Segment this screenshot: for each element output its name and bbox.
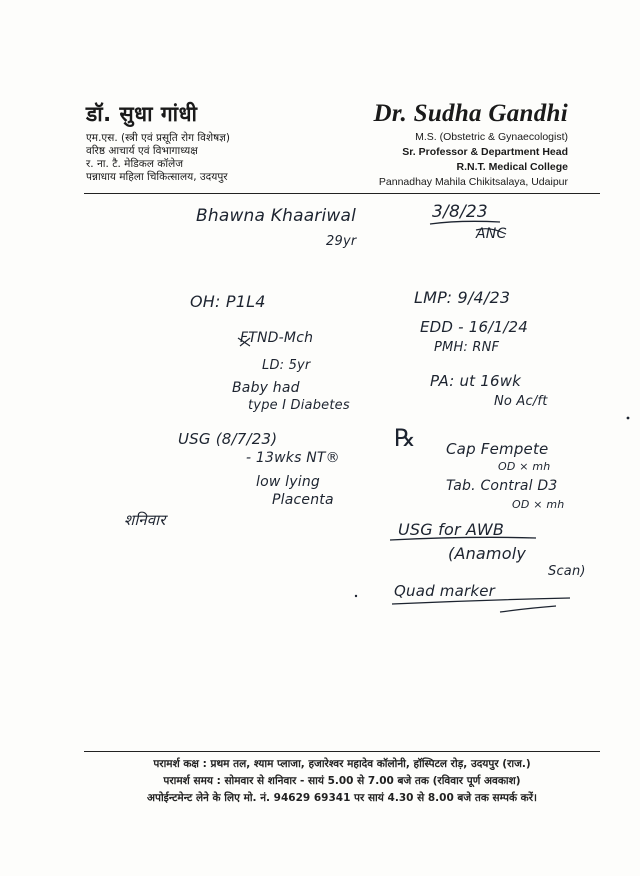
rx-item-5: Quad marker: [394, 582, 496, 600]
footer-divider: [84, 751, 600, 752]
rx-item-1-dose: OD × mh: [498, 460, 551, 473]
usg-line-1: USG (8/7/23): [178, 430, 278, 448]
appointment-info: अपोईन्टमेन्ट लेने के लिए मो. नं. 94629 69341 पर सायं 4.30 से 8.00 बजे तक सम्पर्क करें।: [146, 792, 538, 804]
edge-dot: [627, 417, 630, 420]
rx-item-2: Tab. Contral D3: [446, 478, 558, 494]
hospital-english: Pannadhay Mahila Chikitsalaya, Udaipur: [378, 176, 568, 188]
visit-date: 3/8/23: [432, 202, 488, 222]
designation-english: Sr. Professor & Department Head: [402, 146, 568, 158]
past-medical-history: PMH: RNF: [434, 340, 500, 355]
per-abdomen: PA: ut 16wk: [430, 372, 522, 390]
degree-hindi: एम.एस. (स्त्री एवं प्रसूति रोग विशेषज्ञ): [86, 132, 230, 144]
hospital-hindi: पन्नाधाय महिला चिकित्सालय, उदयपुर: [86, 171, 228, 183]
usg-underline: [390, 537, 536, 540]
quad-underline: [392, 598, 570, 604]
history-line-1: FTND-Mch: [240, 330, 314, 346]
patient-name: Bhawna Khaariwal: [196, 206, 357, 226]
rx-item-3: USG for AWB: [398, 520, 505, 539]
history-line-2: LD: 5yr: [262, 358, 311, 373]
obstetric-history: OH: P1L4: [190, 292, 266, 311]
usg-line-4: Placenta: [272, 492, 334, 508]
college-english: R.N.T. Medical College: [456, 161, 568, 173]
patient-age: 29yr: [326, 234, 357, 249]
usg-line-2: - 13wks NT®: [246, 450, 340, 466]
rx-item-2-dose: OD × mh: [512, 498, 565, 511]
footer: [84, 756, 600, 807]
rx-item-4: (Anamoly: [448, 544, 527, 563]
history-line-4: type I Diabetes: [248, 398, 350, 413]
doctor-name-hindi: डॉ. सुधा गांधी: [86, 102, 198, 126]
degree-english: M.S. (Obstetric & Gynaecologist): [415, 131, 568, 143]
consultation-timing: परामर्श समय : सोमवार से शनिवार - सायं 5.00 से 7.00 बजे तक (रविवार पूर्ण अवकाश): [163, 775, 521, 787]
usg-line-3: low lying: [256, 474, 320, 490]
ink-dot: [355, 595, 357, 597]
rx-symbol: ℞: [394, 424, 416, 452]
side-note: शनिवार: [124, 511, 166, 529]
rx-item-1: Cap Fempete: [446, 440, 549, 458]
date-note: ANC: [476, 226, 507, 242]
quad-underline-2: [500, 606, 556, 612]
per-abdomen-note: No Ac/ft: [494, 394, 548, 409]
college-hindi: र. ना. टै. मेडिकल कॉलेज: [86, 158, 183, 170]
rx-item-4-note: Scan): [548, 564, 586, 579]
date-underline: [430, 221, 500, 224]
cross-mark: [238, 338, 250, 346]
doctor-name-english: Dr. Sudha Gandhi: [373, 100, 568, 127]
designation-hindi: वरिष्ठ आचार्य एवं विभागाध्यक्ष: [86, 145, 198, 157]
lmp-date: LMP: 9/4/23: [414, 288, 511, 307]
history-line-3: Baby had: [232, 380, 300, 396]
edd-date: EDD - 16/1/24: [420, 318, 528, 336]
consultation-address: परामर्श कक्ष : प्रथम तल, श्याम प्लाजा, हजारेश्वर महादेव कॉलोनी, हॉस्पिटल रोड़, उदयपुर (राज.): [153, 758, 531, 770]
strike-mark: [476, 229, 506, 234]
